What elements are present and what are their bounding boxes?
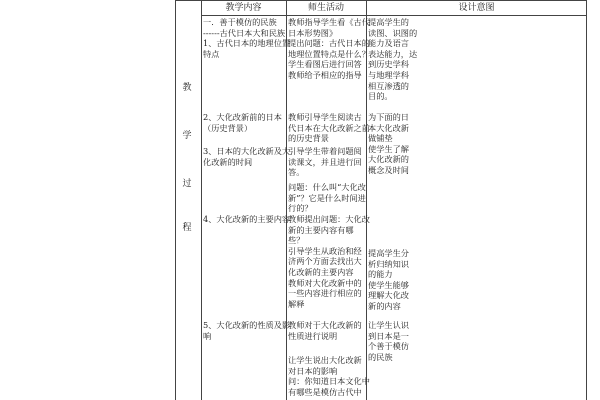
activity-item: 让学生说出大化改新 对日本的影响 问：你知道日本文化中 有哪些是模仿古代中 — [288, 355, 370, 397]
intent-item: 提高学生的 读图、识图的 能力及语言 表达能力，达 到历史学科 与地理学科 相互渗透的 目的。 — [368, 17, 418, 102]
header-intent: 设计意图 — [458, 3, 495, 13]
content-item: 4、大化改新的主要内容 — [203, 214, 291, 224]
table-border-right — [586, 0, 587, 400]
content-item: 2、大化改新前的日本 （历史背景） — [203, 112, 282, 133]
side-label-char: 学 — [182, 131, 192, 141]
table-border-top — [175, 0, 587, 1]
column-divider — [201, 0, 202, 400]
activity-item: 教师引导学生阅读古 代日本在大化改新之前 的历史背景 — [288, 112, 370, 144]
activity-item: 教师指导学生看《古代 日本形势图》 提出问题：古代日本的 地理位置特点是什么？ 学生看图后进行回答 教师给予相应的指导 — [288, 17, 370, 80]
header-activity: 师生活动 — [307, 3, 344, 13]
content-item: 5、大化改新的性质及影 响 — [203, 320, 291, 341]
intent-item: 为下面的日 本大化改新 做铺垫 使学生了解 大化改新的 概念及时间 — [368, 112, 409, 175]
side-label-char: 程 — [182, 223, 192, 233]
content-item: 一．善于模仿的民族 ------古代日本大和民族 1、古代日本的地理位置 特点 — [203, 17, 291, 59]
header-divider — [201, 15, 587, 16]
activity-item: 引导学生带着问题阅 读课文，并且进行回 答。 — [288, 146, 362, 178]
activity-item: 问题：什么叫“大化改 新”？它是什么时间进 行的？ — [288, 182, 366, 214]
activity-item: 教师提出问题：大化改 新的主要内容有哪 些？ 引导学生从政治和经 济两个方面去找出大 化改新的主要内容 教师对大化改新中的 一些内容进行相应的 解释 — [288, 214, 370, 309]
table-border-left — [175, 0, 176, 400]
activity-item: 教师对于大化改新的 性质进行说明 — [288, 320, 362, 341]
content-item: 3、日本的大化改新及大 化改新的时间 — [203, 146, 291, 167]
intent-item: 让学生认识 到日本是一 个善于模仿 的民族 — [368, 320, 409, 362]
header-content: 教学内容 — [225, 3, 262, 13]
side-label-char: 过 — [182, 179, 192, 189]
side-label-char: 教 — [182, 83, 192, 93]
intent-item: 提高学生分 析归纳知识 的能力 使学生能够 理解大化改 新的内容 — [368, 248, 409, 311]
